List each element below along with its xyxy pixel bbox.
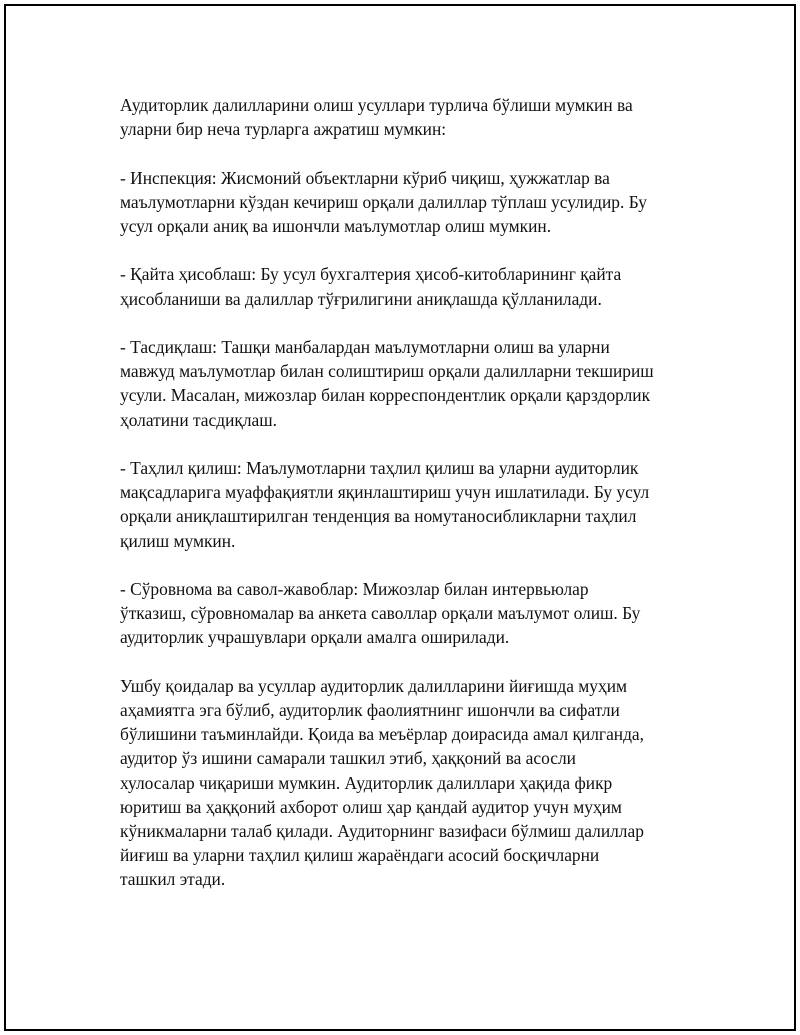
paragraph-conclusion — [120, 674, 700, 892]
document-page — [4, 4, 796, 1031]
text-line: юритиш ва ҳаққоний ахборот олиш ҳар қандай аудитор учун муҳим — [120, 796, 622, 817]
text-line: йиғиш ва уларни таҳлил қилиш жараёндаги асосий босқичларни — [120, 845, 600, 866]
text-line: бўлишини таъминлайди. Қоида ва меъёрлар доирасида амал қилганда, — [120, 724, 645, 745]
text-line: - Таҳлил қилиш: Маълумотларни таҳлил қилиш ва уларни аудиторлик — [120, 457, 639, 478]
paragraph-intro — [120, 93, 700, 141]
paragraph-recalculation — [120, 262, 700, 310]
text-line: - Инспекция: Жисмоний объектларни кўриб чиқиш, ҳужжатлар ва — [120, 167, 610, 188]
text-line: ҳисобланиши ва далиллар тўғрилигини аниқлашда қўлланилади. — [120, 288, 602, 309]
text-line: аҳамиятга эга бўлиб, аудиторлик фаолиятнинг ишончли ва сифатли — [120, 699, 620, 720]
text-line: усул орқали аниқ ва ишончли маълумотлар олиш мумкин. — [120, 216, 552, 236]
text-line: ташкил этади. — [120, 869, 226, 890]
text-line: Ушбу қоидалар ва усуллар аудиторлик далилларини йиғишда муҳим — [120, 675, 628, 696]
text-line: Аудиторлик далилларини олиш усуллари турлича бўлиши мумкин ва — [120, 95, 633, 115]
text-line: - Сўровнома ва савол-жавоблар: Мижозлар билан интервьюлар — [120, 578, 589, 599]
text-line: - Қайта ҳисоблаш: Бу усул бухгалтерия ҳисоб-китобларининг қайта — [120, 264, 622, 285]
text-line: мақсадларига муаффақиятли яқинлаштириш учун ишлатилади. Бу усул — [120, 482, 650, 503]
text-line: маълумотларни кўздан кечириш орқали далиллар тўплаш усулидир. Бу — [120, 191, 647, 212]
text-line: аудитор ўз ишини самарали ташкил этиб, ҳаққоний ва асосли — [120, 748, 576, 769]
text-line: қилиш мумкин. — [120, 530, 236, 551]
text-line: орқали аниқлаштирилган тенденция ва номутаносибликларни таҳлил — [120, 506, 637, 527]
text-line: аудиторлик учрашувлари орқали амалга оширилади. — [120, 627, 510, 648]
text-line: кўникмаларни талаб қилади. Аудиторнинг вазифаси бўлмиш далиллар — [120, 821, 644, 841]
text-line: ҳолатини тасдиқлаш. — [120, 409, 277, 430]
document-body — [120, 93, 700, 892]
text-line: ўтказиш, сўровномалар ва анкета саволлар орқали маълумот олиш. Бу — [120, 603, 641, 624]
text-line: уларни бир неча турларга ажратиш мумкин: — [120, 119, 447, 140]
text-line: усули. Масалан, мижозлар билан корреспондентлик орқали қарздорлик — [120, 385, 651, 406]
paragraph-inquiry — [120, 577, 700, 650]
text-line: - Тасдиқлаш: Ташқи манбалардан маълумотларни олиш ва уларни — [120, 336, 610, 357]
paragraph-inspection — [120, 166, 700, 239]
text-line: хулосалар чиқариши мумкин. Аудиторлик далиллари ҳақида фикр — [120, 772, 613, 793]
paragraph-confirmation — [120, 335, 700, 432]
paragraph-analysis — [120, 456, 700, 553]
text-line: мавжуд маълумотлар билан солиштириш орқали далилларни текшириш — [120, 361, 654, 382]
